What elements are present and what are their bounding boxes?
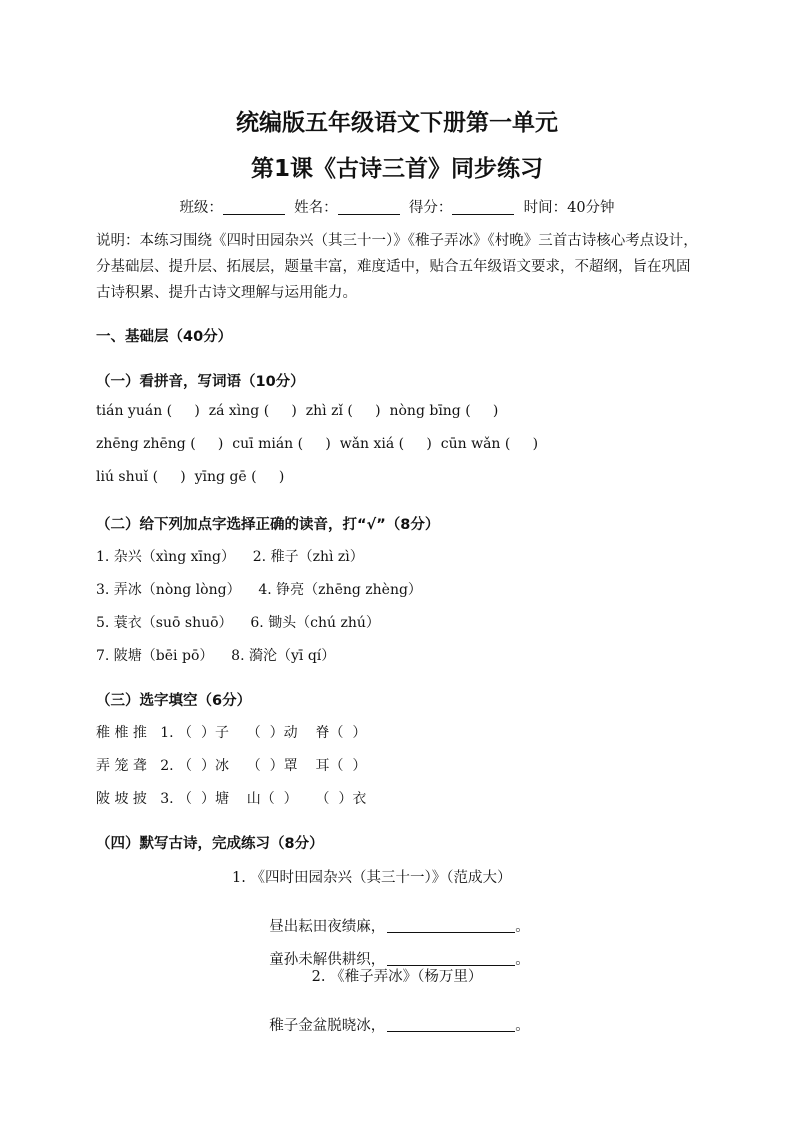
- part4-heading: （四）默写古诗，完成练习（8分）: [96, 836, 324, 852]
- name-blank: [338, 198, 400, 215]
- pronunciation-row: 1. 杂兴（xìng xīng） 2. 稚子（zhì zì）: [96, 549, 364, 565]
- answer-blank: [387, 951, 515, 966]
- poem-text: 昼出耘田夜绩麻，: [269, 919, 386, 935]
- period: 。: [515, 919, 530, 935]
- char-choice-row: 陂 坡 披 3. （ ）塘 山（ ） （ ）衣: [96, 791, 367, 807]
- section-heading-basic: 一、基础层（40分）: [96, 329, 233, 345]
- score-label: 得分：: [408, 200, 453, 216]
- pronunciation-row: 3. 弄冰（nòng lòng） 4. 铮亮（zhēng zhèng）: [96, 582, 422, 598]
- page-title: 统编版五年级语文下册第一单元: [236, 110, 558, 136]
- part3-heading: （三）选字填空（6分）: [96, 693, 252, 709]
- class-label: 班级：: [179, 200, 223, 216]
- class-blank: [223, 198, 285, 215]
- period: 。: [515, 1018, 530, 1034]
- char-choice-row: 弄 笼 聋 2. （ ）冰 （ ）罩 耳（ ）: [96, 758, 367, 774]
- answer-blank: [387, 1017, 515, 1032]
- poem2-title: 2. 《稚子弄冰》（杨万里）: [311, 969, 483, 985]
- poem-text: 稚子金盆脱晓冰，: [269, 1018, 386, 1034]
- pinyin-row: zhēng zhēng ( ) cuī mián ( ) wǎn xiá ( ) cūn wǎn ( ): [96, 436, 539, 452]
- char-choice-row: 稚 椎 推 1. （ ）子 （ ）动 脊（ ）: [96, 725, 367, 741]
- page-subtitle: 第1课《古诗三首》同步练习: [250, 156, 543, 182]
- poem-text: 童孙未解供耕织，: [269, 952, 386, 968]
- poem1-line1: [260, 899, 530, 936]
- poem1-line2: [260, 932, 530, 969]
- pinyin-row: liú shuǐ ( ) yīng gē ( ): [96, 469, 285, 485]
- student-info-line: [0, 196, 794, 217]
- part1-heading: （一）看拼音，写词语（10分）: [96, 374, 305, 390]
- period: 。: [515, 952, 530, 968]
- pronunciation-row: 5. 蓑衣（suō shuō） 6. 锄头（chú zhú）: [96, 615, 380, 631]
- poem2-line1: [260, 998, 530, 1035]
- pronunciation-row: 7. 陂塘（bēi pō） 8. 漪沦（yī qí）: [96, 648, 336, 664]
- part2-heading: （二）给下列加点字选择正确的读音，打“√”（8分）: [96, 517, 440, 533]
- name-label: 姓名：: [294, 200, 338, 216]
- description: 说明：本练习围绕《四时田园杂兴（其三十一）》《稚子弄冰》《村晚》三首古诗核心考点设计，分基础层、提升层、拓展层，题量丰富，难度适中，贴合五年级语文要求，不超纲，旨在巩固古诗积累、提升古诗文理解与运用能力。: [96, 233, 698, 301]
- poem1-title: 1. 《四时田园杂兴（其三十一）》（范成大）: [232, 870, 512, 886]
- score-blank: [452, 198, 514, 215]
- answer-blank: [387, 918, 515, 933]
- time-label: 时间：40分钟: [523, 200, 615, 216]
- pinyin-row: tián yuán ( ) zá xìng ( ) zhì zǐ ( ) nòng bīng ( ): [96, 403, 499, 419]
